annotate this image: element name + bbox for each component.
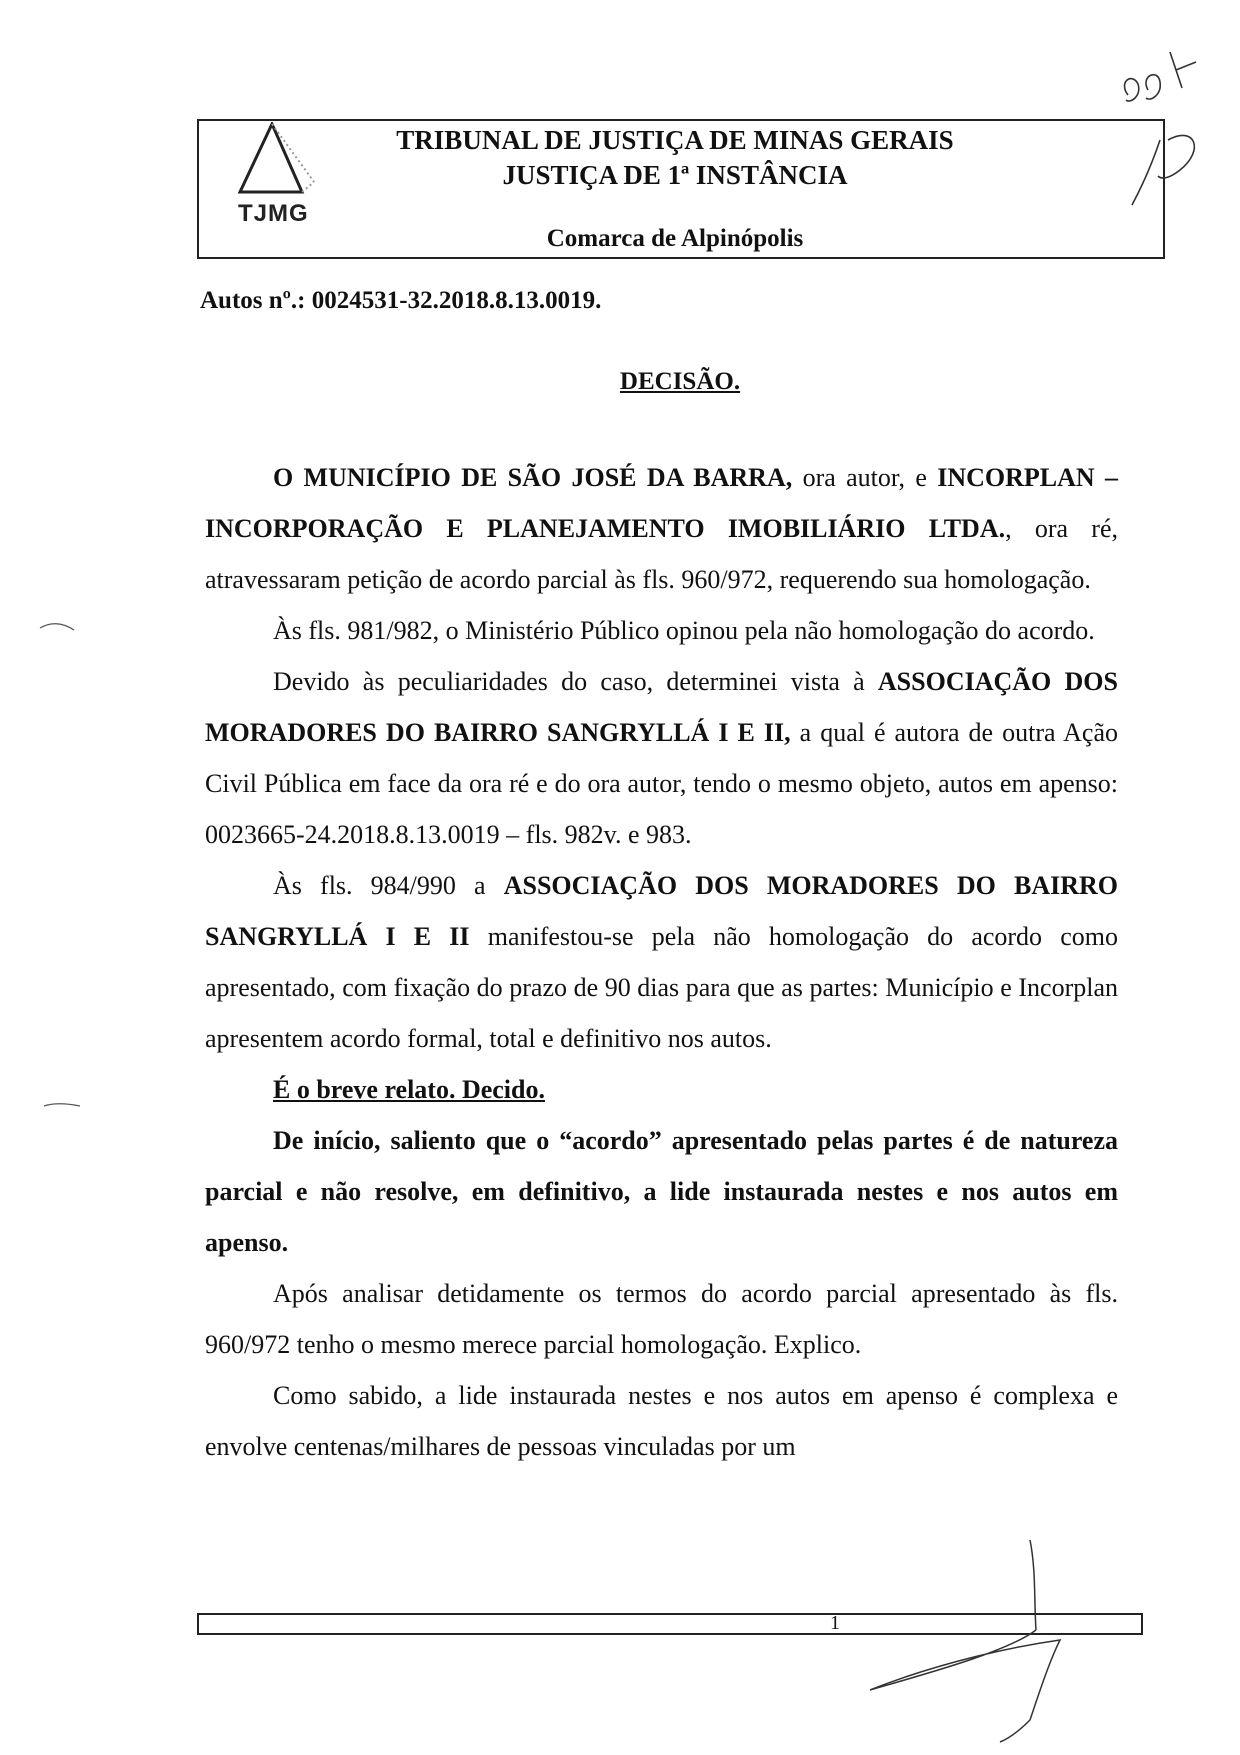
document-title: DECISÃO. (619, 368, 741, 395)
p1-text-2: , ora ré, atravessaram petição de acordo parcial às fls. 960/972, requerendo sua homologação. (205, 514, 1118, 594)
paragraph-8: Como sabido, a lide instaurada nestes e nos autos em apenso é complexa e envolve centenas/milhares de pessoas vinculadas por um (205, 1381, 1118, 1461)
party-associacao-2: ASSOCIAÇÃO DOS MORADORES DO BAIRRO SANGRYLLÁ I E II (205, 871, 1118, 951)
paragraph-7: Após analisar detidamente os termos do acordo parcial apresentado às fls. 960/972 tenho o mesmo merece parcial homologação. Explico. (205, 1279, 1118, 1359)
party-incorplan: INCORPLAN – INCORPORAÇÃO E PLANEJAMENTO IMOBILIÁRIO LTDA. (205, 463, 1118, 543)
paragraph-6: De início, saliento que o “acordo” apresentado pelas partes é de natureza parcial e não resolve, em definitivo, a lide instaurada nestes e nos autos em apenso. (205, 1126, 1118, 1257)
signature-handwritten (870, 1540, 1060, 1742)
p4-text-2: manifestou-se pela não homologação do acordo como apresentado, com fixação do prazo de 90 dias para que as partes: Município e Incorplan apresentem acordo formal, total e definitivo nos autos. (205, 922, 1118, 1053)
p4-text-1: Às fls. 984/990 a (273, 871, 504, 900)
logo-text: TJMG (238, 200, 309, 227)
p1-text-1: ora autor, e (792, 463, 938, 492)
comarca: Comarca de Alpinópolis (546, 225, 804, 252)
court-name: TRIBUNAL DE JUSTIÇA DE MINAS GERAIS (396, 125, 954, 155)
case-number: Autos nº.: 0024531-32.2018.8.13.0019. (200, 287, 602, 314)
party-municipio: O MUNICÍPIO DE SÃO JOSÉ DA BARRA, (273, 463, 793, 492)
folio-number-handwritten (1125, 52, 1197, 101)
brief-report-heading: É o breve relato. Decido. (273, 1075, 545, 1104)
p3-text-1: Devido às peculiaridades do caso, determinei vista à (273, 667, 878, 696)
page-number: 1 (830, 1612, 840, 1634)
party-associacao: ASSOCIAÇÃO DOS MORADORES DO BAIRRO SANGRYLLÁ I E II, (205, 667, 1118, 747)
court-instance: JUSTIÇA DE 1ª INSTÂNCIA (502, 160, 848, 190)
paragraph-2: Às fls. 981/982, o Ministério Público opinou pela não homologação do acordo. (273, 616, 1095, 645)
p3-text-2: a qual é autora de outra Ação Civil Pública em face da ora ré e do ora autor, tendo o mesmo objeto, autos em apenso: 0023665-24.2018.8.13.0019 – fls. 982v. e 983. (205, 718, 1118, 849)
initials-handwritten (1132, 135, 1194, 205)
